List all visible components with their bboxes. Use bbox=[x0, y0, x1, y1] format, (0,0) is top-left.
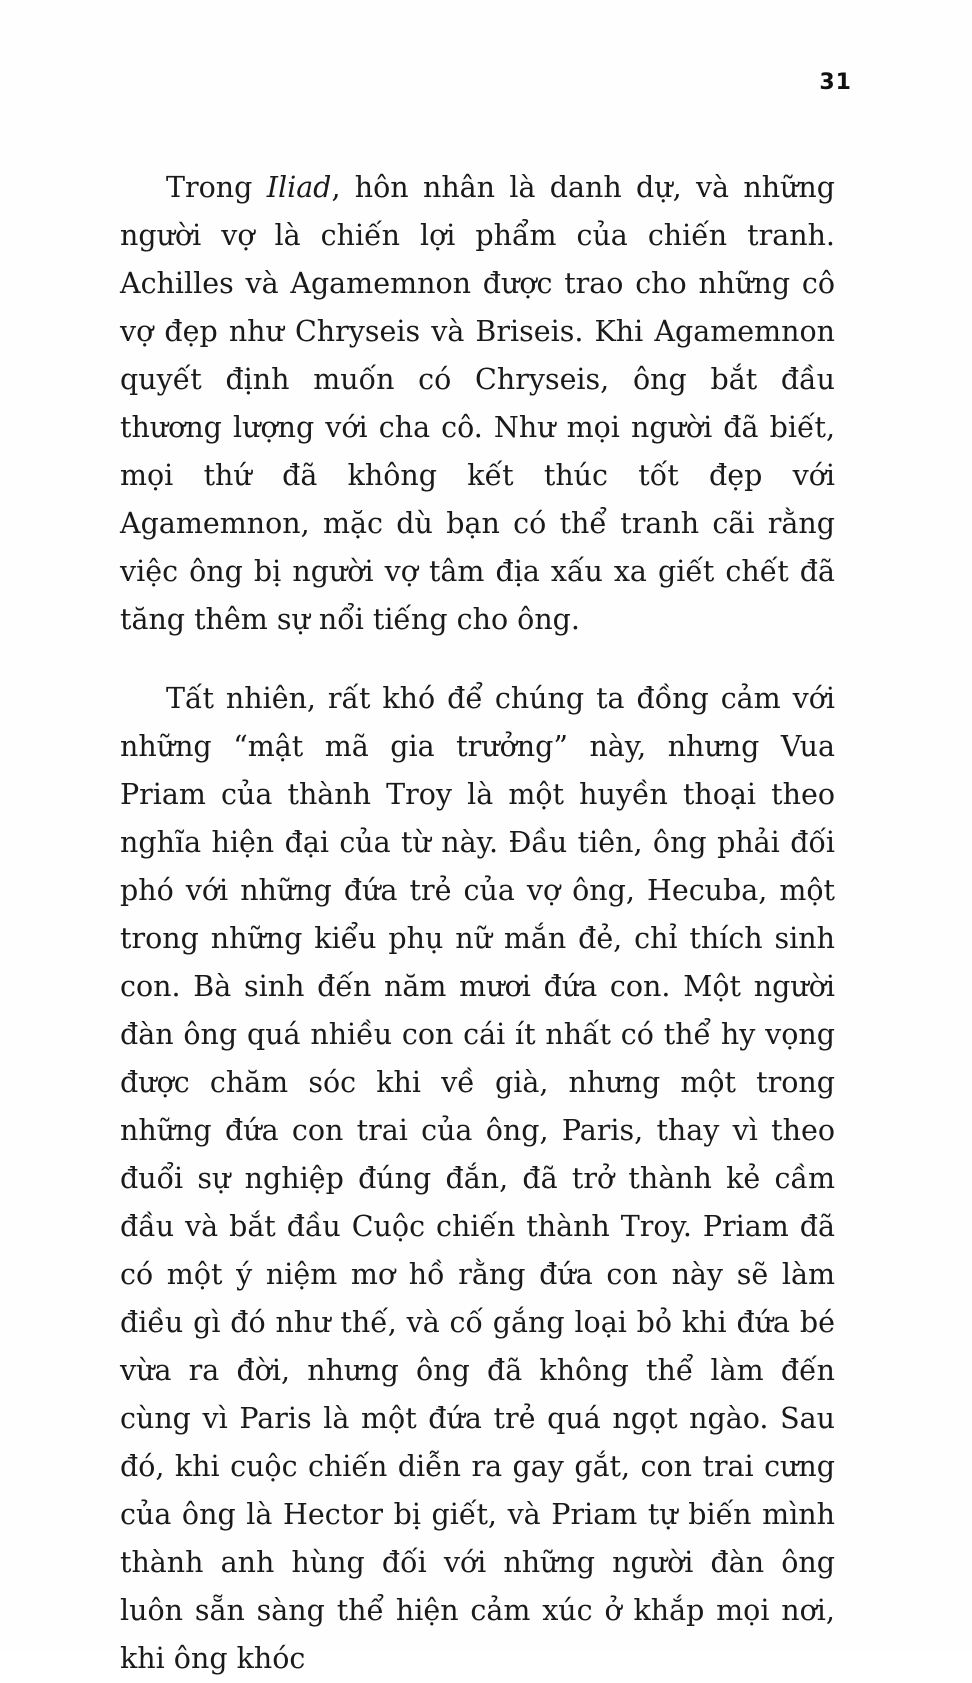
paragraph-1-start: Trong bbox=[166, 171, 267, 204]
paragraph-1 bbox=[120, 164, 835, 644]
body-text bbox=[120, 164, 835, 1683]
paragraph-1-rest: , hôn nhân là danh dự, và những người vợ là chiến lợi phẩm của chiến tranh. Achilles và Agamemnon được trao cho những cô vợ đẹp như Chryseis và Briseis. Khi Agamemnon quyết định muốn có Chryseis, ông bắt đầu thương lượng với cha cô. Như mọi người đã biết, mọi thứ đã không kết thúc tốt đẹp với Agamemnon, mặc dù bạn có thể tranh cãi rằng việc ông bị người vợ tâm địa xấu xa giết chết đã tăng thêm sự nổi tiếng cho ông. bbox=[120, 171, 836, 636]
paragraph-2: Tất nhiên, rất khó để chúng ta đồng cảm với những “mật mã gia trưởng” này, nhưng Vua Priam của thành Troy là một huyền thoại theo nghĩa hiện đại của từ này. Đầu tiên, ông phải đối phó với những đứa trẻ của vợ ông, Hecuba, một trong những kiểu phụ nữ mắn đẻ, chỉ thích sinh con. Bà sinh đến năm mươi đứa con. Một người đàn ông quá nhiều con cái ít nhất có thể hy vọng được chăm sóc khi về già, nhưng một trong những đứa con trai của ông, Paris, thay vì theo đuổi sự nghiệp đúng đắn, đã trở thành kẻ cầm đầu và bắt đầu Cuộc chiến thành Troy. Priam đã có một ý niệm mơ hồ rằng đứa con này sẽ làm điều gì đó như thế, và cố gắng loại bỏ khi đứa bé vừa ra đời, nhưng ông đã không thể làm đến cùng vì Paris là một đứa trẻ quá ngọt ngào. Sau đó, khi cuộc chiến diễn ra gay gắt, con trai cưng của ông là Hector bị giết, và Priam tự biến mình thành anh hùng đối với những người đàn ông luôn sẵn sàng thể hiện cảm xúc ở khắp mọi nơi, khi ông khóc bbox=[120, 682, 835, 1675]
book-title-iliad: Iliad bbox=[266, 171, 332, 204]
page-number: 31 bbox=[819, 70, 852, 95]
